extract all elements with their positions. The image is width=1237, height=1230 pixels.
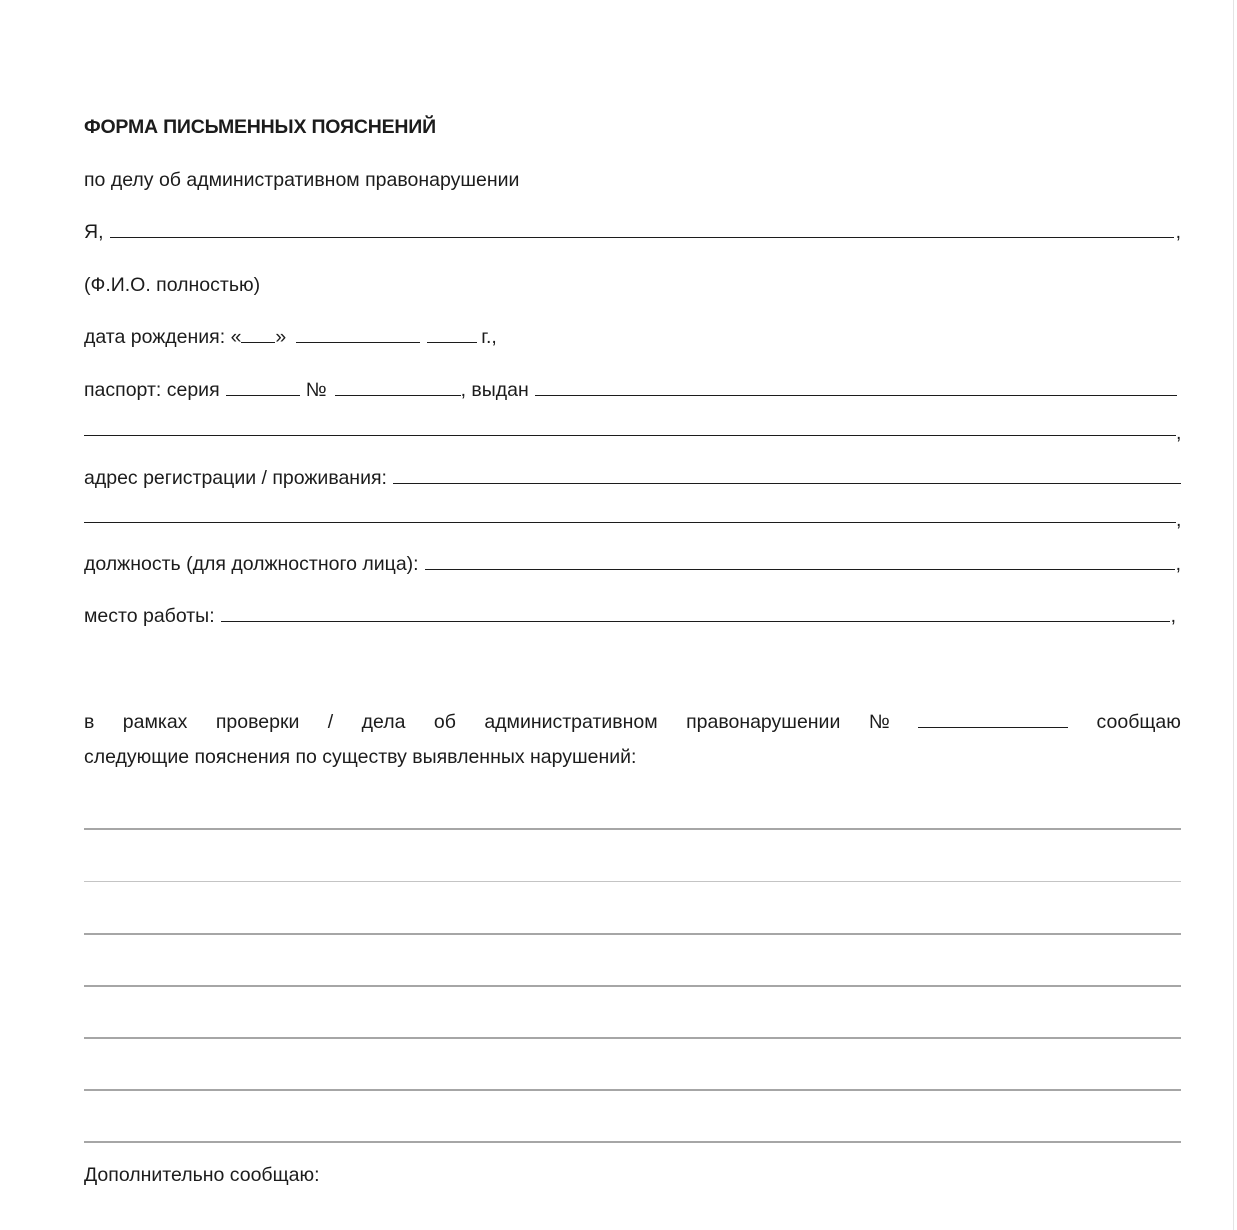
- statement-word: дела: [361, 711, 406, 733]
- fio-label: Я,: [84, 221, 104, 243]
- dob-year-suffix: г.,: [481, 326, 497, 348]
- statement-word: в: [84, 711, 95, 733]
- statement-line-1: [84, 709, 1181, 735]
- address-line-2[interactable]: [84, 522, 1176, 523]
- workplace-field[interactable]: [221, 607, 1170, 622]
- explanation-line[interactable]: [84, 1037, 1181, 1039]
- explanation-line[interactable]: [84, 1141, 1181, 1143]
- statement-word: /: [327, 711, 334, 733]
- position-row: [84, 551, 1181, 577]
- explanation-line[interactable]: [84, 828, 1181, 830]
- position-label: должность (для должностного лица):: [84, 553, 419, 575]
- fio-trailing-comma: ,: [1175, 221, 1181, 243]
- passport-issued-label: , выдан: [460, 379, 529, 401]
- position-trailing-comma: ,: [1175, 553, 1181, 575]
- statement-word: административном: [484, 711, 658, 733]
- statement-word: №: [868, 711, 890, 733]
- passport-number-field[interactable]: [335, 381, 461, 396]
- case-number-field[interactable]: [918, 713, 1068, 728]
- dob-month-field[interactable]: [296, 328, 420, 343]
- passport-trailing-comma: ,: [1176, 422, 1182, 444]
- statement-word: об: [433, 711, 456, 733]
- form-subtitle: по делу об административном правонарушении: [84, 169, 520, 191]
- dob-year-field[interactable]: [427, 328, 477, 343]
- fio-hint: (Ф.И.О. полностью): [84, 274, 261, 296]
- statement-word: правонарушении: [686, 711, 841, 733]
- workplace-trailing-comma: ,: [1170, 605, 1176, 627]
- workplace-label: место работы:: [84, 605, 215, 627]
- passport-number-label: №: [305, 379, 327, 401]
- additional-info-label: Дополнительно сообщаю:: [84, 1164, 320, 1186]
- address-row: [84, 465, 1181, 491]
- explanation-line[interactable]: [84, 985, 1181, 987]
- explanation-line[interactable]: [84, 881, 1181, 882]
- workplace-row: [84, 603, 1181, 629]
- address-label: адрес регистрации / проживания:: [84, 467, 387, 489]
- dob-day-field[interactable]: [241, 328, 275, 343]
- dob-quote-close: »: [275, 326, 287, 348]
- address-trailing-comma: ,: [1176, 509, 1182, 531]
- statement-word: рамках: [122, 711, 188, 733]
- statement-word: сообщаю: [1096, 711, 1181, 733]
- dob-row: [84, 324, 1181, 350]
- form-title: ФОРМА ПИСЬМЕННЫХ ПОЯСНЕНИЙ: [84, 116, 436, 138]
- explanation-line[interactable]: [84, 933, 1181, 935]
- statement-word: проверки: [215, 711, 300, 733]
- passport-issued-field[interactable]: [535, 381, 1177, 396]
- address-field[interactable]: [393, 469, 1181, 484]
- passport-label: паспорт: серия: [84, 379, 220, 401]
- explanation-line[interactable]: [84, 1089, 1181, 1091]
- passport-issued-line-2[interactable]: [84, 435, 1176, 436]
- passport-row: [84, 377, 1181, 403]
- dob-label: дата рождения: «: [84, 326, 242, 348]
- fio-row: [84, 219, 1181, 245]
- passport-series-field[interactable]: [226, 381, 300, 396]
- statement-line-2: следующие пояснения по существу выявленных нарушений:: [84, 746, 637, 768]
- position-field[interactable]: [425, 555, 1175, 570]
- fio-field[interactable]: [110, 223, 1174, 238]
